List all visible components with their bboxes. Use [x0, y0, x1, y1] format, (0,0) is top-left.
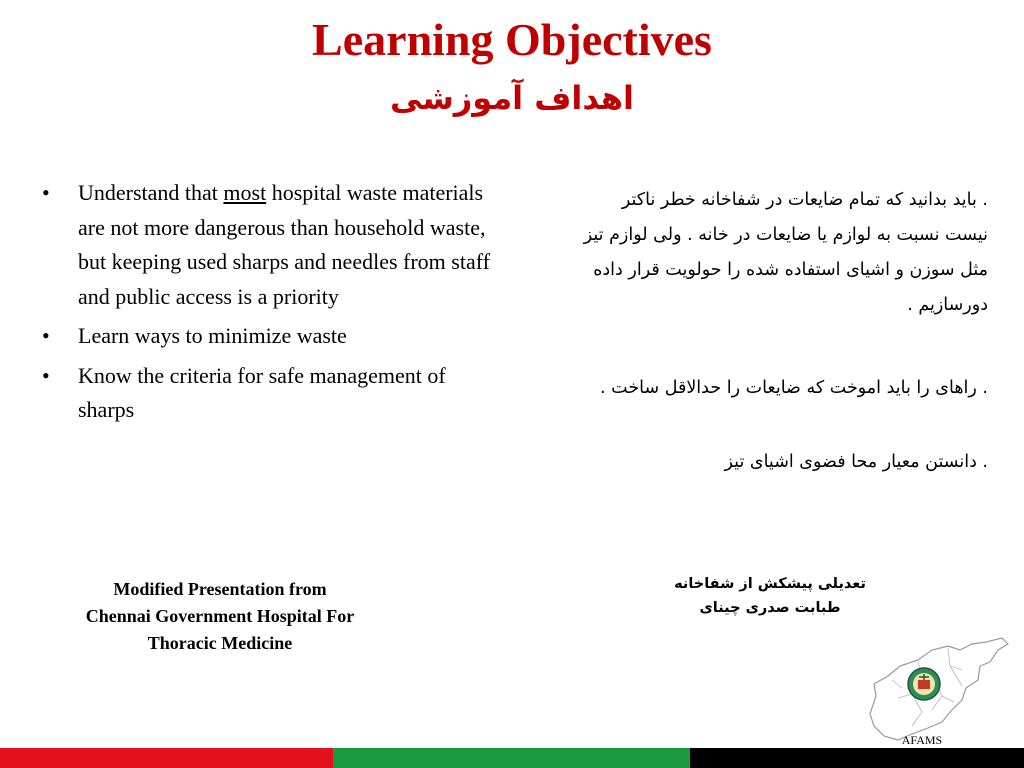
- bullet-text-pre: Understand that: [78, 180, 224, 205]
- slide-title: Learning Objectives: [312, 14, 712, 65]
- credit-persian-line: طبابت صدری چینای: [699, 600, 841, 616]
- persian-item: . دانستن معیار محا فضوی اشیای تیز: [724, 452, 988, 472]
- flag-stripe-green: [333, 748, 690, 768]
- org-label: AFAMS: [901, 733, 943, 747]
- slide-subtitle-persian: اهداف آموزشی: [389, 79, 635, 117]
- bullet-item: [40, 176, 500, 314]
- flag-stripe-red: [0, 748, 333, 768]
- bullet-text-emphasis: most: [223, 180, 267, 205]
- flag-stripe-bar: [0, 748, 1024, 768]
- bullet-text-post: hospital waste materials are not more dangerous than household waste, but keeping used sharps and needles from staff and public access is a priority: [78, 180, 490, 309]
- flag-stripe-black: [690, 748, 1024, 768]
- english-bullet-list: [40, 176, 500, 433]
- bullet-item: • Learn ways to minimize waste: [40, 319, 500, 354]
- bullet-item: • Know the criteria for safe management of sharps: [40, 359, 500, 428]
- credit-english: Modified Presentation from Chennai Government Hospital For Thoracic Medicine: [85, 579, 355, 653]
- persian-item: . راهای را باید اموخت که ضایعات را حدالاقل ساخت .: [600, 378, 988, 398]
- credit-persian-line: تعدیلی پیشکش از شفاخانه: [674, 576, 866, 592]
- persian-item: . باید بدانید که تمام ضایعات در شفاخانه خطر ناکتر نیست نسبت به لوازم یا ضایعات در خانه . ولی لوازم تیز مثل سوزن و اشیای استفاده شده را حولویت قرار داده دورسازیم .: [583, 190, 988, 315]
- credit-persian: [650, 572, 890, 620]
